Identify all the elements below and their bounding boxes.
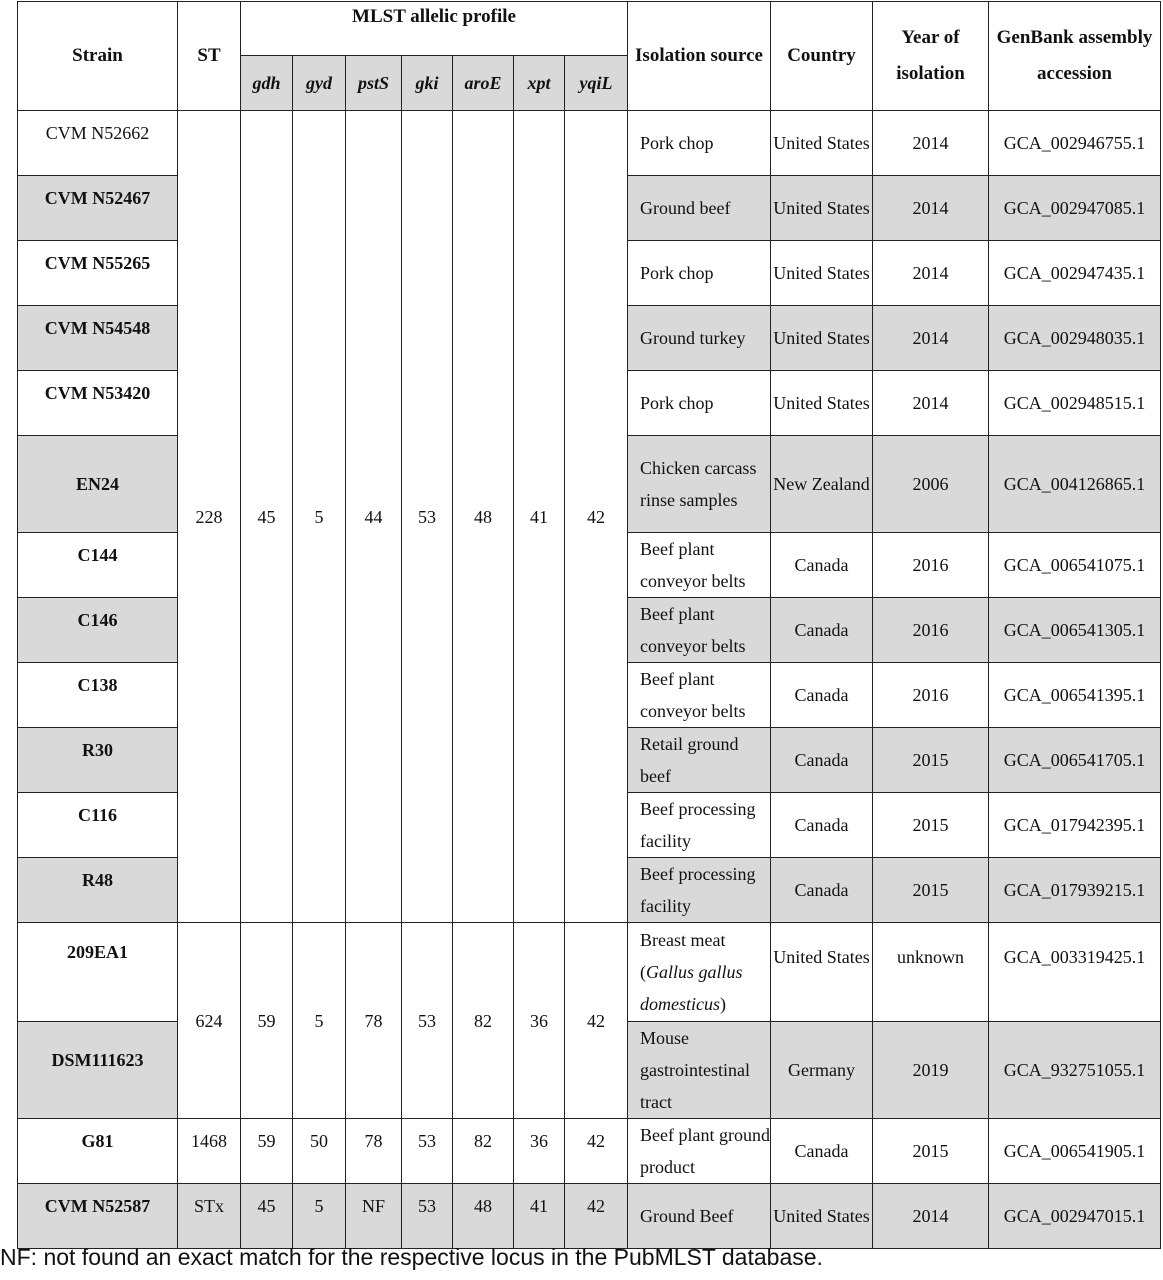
country-cell: Germany	[771, 1022, 873, 1119]
table-row	[18, 1184, 1161, 1249]
source-cell: Pork chop	[628, 371, 771, 436]
header-genbank: GenBank assembly accession	[989, 2, 1161, 111]
allele-cell: 48	[453, 111, 514, 923]
strain-cell: R30	[18, 728, 178, 793]
allele-cell: 53	[402, 111, 453, 923]
country-cell: New Zealand	[771, 436, 873, 533]
country-cell: United States	[771, 176, 873, 241]
year-cell: unknown	[873, 923, 989, 1022]
source-cell: Beef plant conveyor belts	[628, 598, 771, 663]
allele-cell: 53	[402, 1119, 453, 1184]
accession-cell: GCA_002947435.1	[989, 241, 1161, 306]
accession-cell: GCA_017942395.1	[989, 793, 1161, 858]
strain-cell: C116	[18, 793, 178, 858]
country-cell: Canada	[771, 1119, 873, 1184]
allele-cell: 5	[293, 923, 346, 1119]
strain-cell: DSM111623	[18, 1022, 178, 1119]
allele-cell: 82	[453, 1119, 514, 1184]
accession-cell: GCA_017939215.1	[989, 858, 1161, 923]
strain-cell: G81	[18, 1119, 178, 1184]
country-cell: Canada	[771, 598, 873, 663]
locus-gki: gki	[402, 56, 453, 111]
accession-cell: GCA_003319425.1	[989, 923, 1161, 1022]
year-cell: 2006	[873, 436, 989, 533]
source-cell: Mouse gastrointestinal tract	[628, 1022, 771, 1119]
accession-cell: GCA_006541075.1	[989, 533, 1161, 598]
source-cell: Beef plant ground product	[628, 1119, 771, 1184]
allele-cell: 59	[241, 1119, 293, 1184]
allele-cell: 45	[241, 1184, 293, 1249]
year-cell: 2014	[873, 241, 989, 306]
country-cell: Canada	[771, 663, 873, 728]
country-cell: United States	[771, 923, 873, 1022]
header-strain: Strain	[18, 2, 178, 111]
year-cell: 2014	[873, 371, 989, 436]
table-row	[18, 111, 1161, 176]
country-cell: United States	[771, 371, 873, 436]
allele-cell: 42	[565, 1119, 628, 1184]
strain-cell: C138	[18, 663, 178, 728]
country-cell: Canada	[771, 793, 873, 858]
country-cell: United States	[771, 1184, 873, 1249]
locus-yqil: yqiL	[565, 56, 628, 111]
strain-cell: 209EA1	[18, 923, 178, 1022]
allele-cell: 42	[565, 923, 628, 1119]
year-cell: 2014	[873, 1184, 989, 1249]
accession-cell: GCA_002946755.1	[989, 111, 1161, 176]
source-cell: Beef processing facility	[628, 793, 771, 858]
year-cell: 2014	[873, 111, 989, 176]
country-cell: United States	[771, 306, 873, 371]
source-cell: Breast meat (Gallus gallus domesticus)	[628, 923, 771, 1022]
strain-cell: CVM N54548	[18, 306, 178, 371]
allele-cell: 41	[514, 1184, 565, 1249]
country-cell: Canada	[771, 533, 873, 598]
accession-cell: GCA_006541705.1	[989, 728, 1161, 793]
country-cell: United States	[771, 111, 873, 176]
header-mlst: MLST allelic profile	[241, 2, 628, 56]
st-cell: 1468	[178, 1119, 241, 1184]
allele-cell: 42	[565, 1184, 628, 1249]
header-st: ST	[178, 2, 241, 111]
allele-cell: 50	[293, 1119, 346, 1184]
strain-cell: CVM N53420	[18, 371, 178, 436]
year-cell: 2015	[873, 728, 989, 793]
source-cell: Pork chop	[628, 241, 771, 306]
locus-xpt: xpt	[514, 56, 565, 111]
country-cell: United States	[771, 241, 873, 306]
accession-cell: GCA_932751055.1	[989, 1022, 1161, 1119]
strain-cell: R48	[18, 858, 178, 923]
allele-cell: 48	[453, 1184, 514, 1249]
year-cell: 2014	[873, 176, 989, 241]
header-source: Isolation source	[628, 2, 771, 111]
allele-cell: 36	[514, 1119, 565, 1184]
source-cell: Pork chop	[628, 111, 771, 176]
table-row	[18, 923, 1161, 1022]
strain-cell: CVM N55265	[18, 241, 178, 306]
strain-cell: EN24	[18, 436, 178, 533]
accession-cell: GCA_002948035.1	[989, 306, 1161, 371]
allele-cell: 78	[346, 923, 402, 1119]
locus-gyd: gyd	[293, 56, 346, 111]
allele-cell: 78	[346, 1119, 402, 1184]
year-cell: 2015	[873, 793, 989, 858]
year-cell: 2015	[873, 858, 989, 923]
source-cell: Ground turkey	[628, 306, 771, 371]
allele-cell: 53	[402, 1184, 453, 1249]
st-cell: STx	[178, 1184, 241, 1249]
accession-cell: GCA_006541305.1	[989, 598, 1161, 663]
strain-cell: CVM N52467	[18, 176, 178, 241]
source-cell: Ground Beef	[628, 1184, 771, 1249]
locus-gdh: gdh	[241, 56, 293, 111]
mlst-table	[17, 1, 1161, 1249]
header-year: Year of isolation	[873, 2, 989, 111]
allele-cell: 36	[514, 923, 565, 1119]
source-cell: Beef plant conveyor belts	[628, 533, 771, 598]
allele-cell: 42	[565, 111, 628, 923]
allele-cell: 82	[453, 923, 514, 1119]
year-cell: 2014	[873, 306, 989, 371]
allele-cell: 53	[402, 923, 453, 1119]
allele-cell: 44	[346, 111, 402, 923]
allele-cell: 41	[514, 111, 565, 923]
strain-cell: CVM N52587	[18, 1184, 178, 1249]
strain-cell: C146	[18, 598, 178, 663]
accession-cell: GCA_002947015.1	[989, 1184, 1161, 1249]
year-cell: 2019	[873, 1022, 989, 1119]
footnote: NF: not found an exact match for the respective locus in the PubMLST database.	[0, 1244, 823, 1270]
year-cell: 2015	[873, 1119, 989, 1184]
year-cell: 2016	[873, 533, 989, 598]
allele-cell: 59	[241, 923, 293, 1119]
source-cell: Chicken carcass rinse samples	[628, 436, 771, 533]
source-cell: Ground beef	[628, 176, 771, 241]
accession-cell: GCA_002948515.1	[989, 371, 1161, 436]
accession-cell: GCA_004126865.1	[989, 436, 1161, 533]
country-cell: Canada	[771, 858, 873, 923]
accession-cell: GCA_006541905.1	[989, 1119, 1161, 1184]
allele-cell: 5	[293, 1184, 346, 1249]
table-row	[18, 1119, 1161, 1184]
accession-cell: GCA_006541395.1	[989, 663, 1161, 728]
year-cell: 2016	[873, 598, 989, 663]
strain-cell: CVM N52662	[18, 111, 178, 176]
allele-cell: 5	[293, 111, 346, 923]
locus-aroe: aroE	[453, 56, 514, 111]
header-country: Country	[771, 2, 873, 111]
year-cell: 2016	[873, 663, 989, 728]
accession-cell: GCA_002947085.1	[989, 176, 1161, 241]
st-cell: 624	[178, 923, 241, 1119]
source-cell: Beef processing facility	[628, 858, 771, 923]
source-cell: Beef plant conveyor belts	[628, 663, 771, 728]
allele-cell: 45	[241, 111, 293, 923]
country-cell: Canada	[771, 728, 873, 793]
st-cell: 228	[178, 111, 241, 923]
allele-cell: NF	[346, 1184, 402, 1249]
locus-psts: pstS	[346, 56, 402, 111]
strain-cell: C144	[18, 533, 178, 598]
source-cell: Retail ground beef	[628, 728, 771, 793]
